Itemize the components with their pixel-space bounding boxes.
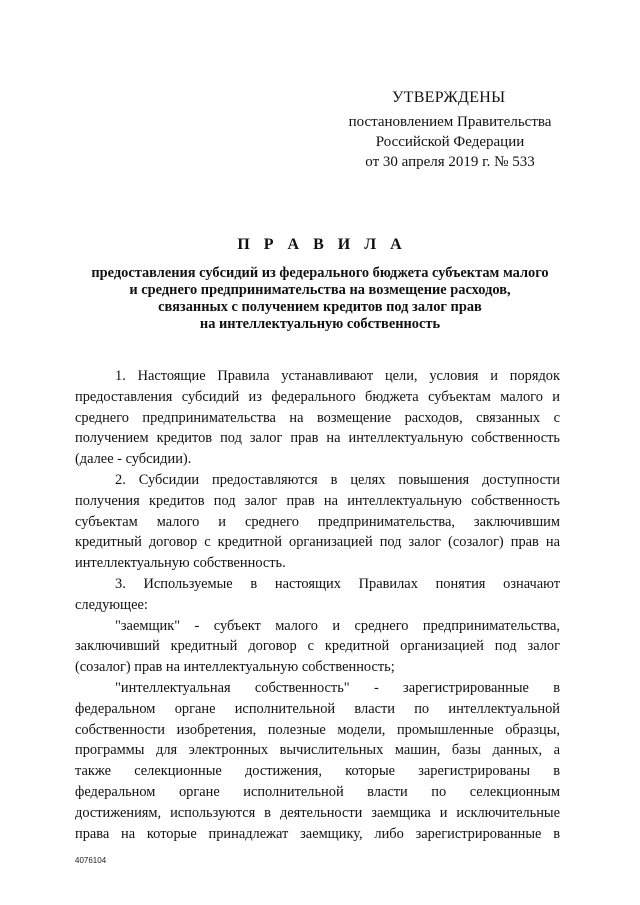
body-line: получения кредитов под залог прав на интеллектуальную собственность: [75, 492, 560, 509]
body-line: получением кредитов под залог прав на интеллектуальную собственность: [75, 430, 560, 447]
subtitle-line-3: связанных с получением кредитов под залог прав: [158, 299, 482, 315]
approval-line-3: от 30 апреля 2019 г. № 533: [365, 154, 535, 170]
approved-heading: УТВЕРЖДЕНЫ: [392, 89, 506, 106]
body-line: предоставления субсидий из федерального бюджета субъектам малого и: [75, 388, 560, 405]
approval-line-2: Российской Федерации: [375, 134, 525, 150]
body-line: собственности изобретения, полезные модели, промышленные образцы,: [75, 721, 560, 738]
body-line: "заемщик" - субъект малого и среднего предпринимательства,: [115, 617, 560, 634]
approval-line-1: постановлением Правительства: [348, 114, 552, 130]
document-subtitle: [70, 265, 570, 333]
body-line: достижениям, используются в деятельности заемщика и исключительные: [75, 804, 560, 821]
body-line: также селекционные достижения, которые зарегистрированы в: [75, 763, 560, 780]
footer-document-code: 4076104: [75, 856, 107, 865]
body-line: среднего предпринимательства на возмещение расходов, связанных с: [75, 409, 560, 426]
body-line: 2. Субсидии предоставляются в целях повышения доступности: [115, 471, 560, 488]
body-line: 3. Используемые в настоящих Правилах понятия означают: [115, 575, 560, 592]
body-line: кредитный договор с кредитной организацией под залог (созалог) прав на: [75, 534, 560, 551]
body-line: (созалог) прав на интеллектуальную собственность;: [75, 659, 395, 676]
body-line: 1. Настоящие Правила устанавливают цели, условия и порядок: [115, 368, 560, 384]
body-line: "интеллектуальная собственность" - зарегистрированные в: [115, 679, 560, 696]
document-body: [75, 366, 560, 844]
body-line: права на которые принадлежат заемщику, либо зарегистрированные в: [75, 825, 560, 842]
body-line: программы для электронных вычислительных машин, базы данных, а: [75, 742, 560, 759]
document-title: П Р А В И Л А: [237, 236, 407, 253]
approval-lines: [340, 112, 560, 172]
subtitle-line-1: предоставления субсидий из федерального бюджета субъектам малого: [91, 265, 549, 281]
body-line: заключивший кредитный договор с кредитной организацией под залог: [75, 638, 560, 655]
body-line: следующее:: [75, 596, 148, 613]
body-line: (далее - субсидии).: [75, 451, 192, 468]
body-line: субъектам малого и среднего предпринимательства, заключившим: [75, 513, 560, 530]
subtitle-line-4: на интеллектуальную собственность: [199, 316, 441, 332]
body-line: федеральном органе исполнительной власти по интеллектуальной: [75, 700, 560, 717]
body-line: интеллектуальную собственность.: [75, 555, 286, 572]
subtitle-line-2: и среднего предпринимательства на возмещение расходов,: [129, 282, 511, 298]
body-line: федеральном органе исполнительной власти по селекционным: [75, 783, 560, 800]
